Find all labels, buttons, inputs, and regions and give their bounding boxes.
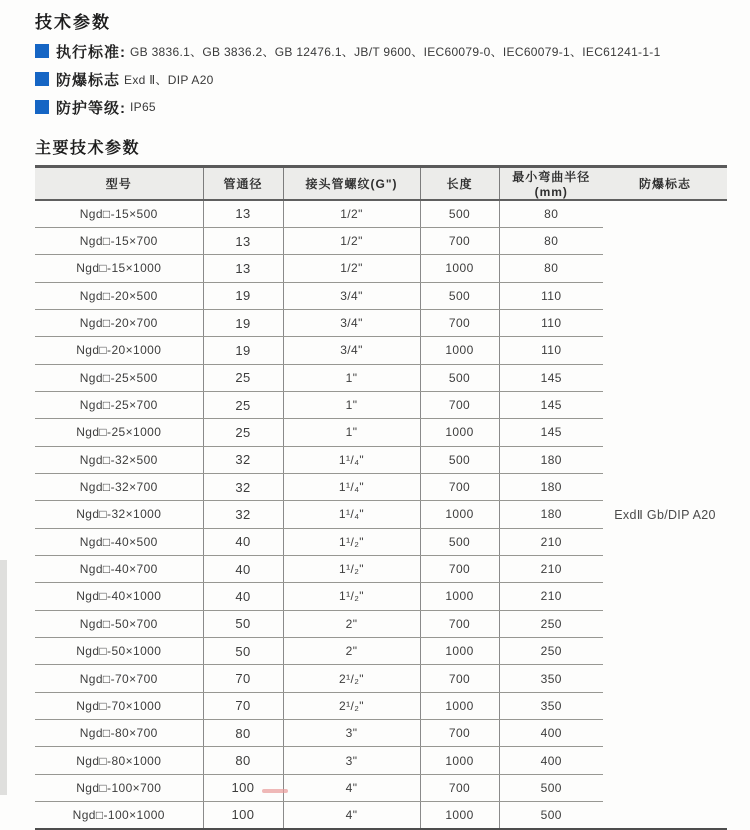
length-cell: 700 [420, 473, 499, 500]
radius-cell: 145 [499, 419, 603, 446]
model-cell: Ngd□-40×500 [35, 528, 203, 555]
model-cell: Ngd□-40×1000 [35, 583, 203, 610]
table-body [35, 200, 727, 829]
diameter-cell: 13 [203, 255, 283, 282]
spec-line-protection-grade [35, 99, 727, 115]
length-cell: 700 [420, 610, 499, 637]
length-cell: 500 [420, 446, 499, 473]
table-header [35, 167, 727, 201]
radius-cell: 400 [499, 747, 603, 774]
thread-cell: 1" [283, 364, 420, 391]
blue-square-bullet-icon [35, 72, 49, 86]
diameter-cell: 70 [203, 665, 283, 692]
length-cell: 700 [420, 227, 499, 254]
model-cell: Ngd□-80×700 [35, 720, 203, 747]
thread-cell: 1¹/₂" [283, 555, 420, 582]
radius-cell: 400 [499, 720, 603, 747]
spec-value: GB 3836.1、GB 3836.2、GB 12476.1、JB/T 9600、IEC60079-0、IEC60079-1、IEC61241-1-1 [130, 44, 661, 59]
scan-smudge-artifact [262, 789, 288, 793]
thread-cell: 2¹/₂" [283, 692, 420, 719]
spec-line-explosion-mark [35, 71, 727, 87]
explosion-mark-cell: ExdⅡ Gb/DIP A20 [614, 507, 716, 522]
thread-cell: 1¹/₄" [283, 446, 420, 473]
length-cell: 500 [420, 364, 499, 391]
spec-line-standards [35, 43, 727, 59]
model-cell: Ngd□-25×700 [35, 391, 203, 418]
length-cell: 700 [420, 720, 499, 747]
thread-cell: 1¹/₄" [283, 501, 420, 528]
header-model: 型号 [35, 167, 203, 201]
parameters-table [35, 165, 727, 830]
length-cell: 500 [420, 200, 499, 227]
radius-cell: 500 [499, 802, 603, 829]
model-cell: Ngd□-100×700 [35, 774, 203, 801]
table-header-row [35, 167, 727, 201]
scan-edge-artifact [0, 560, 7, 795]
model-cell: Ngd□-20×700 [35, 309, 203, 336]
model-cell: Ngd□-70×700 [35, 665, 203, 692]
thread-cell: 3/4" [283, 337, 420, 364]
model-cell: Ngd□-70×1000 [35, 692, 203, 719]
blue-square-bullet-icon [35, 44, 49, 58]
model-cell: Ngd□-32×500 [35, 446, 203, 473]
diameter-cell: 25 [203, 391, 283, 418]
thread-cell: 3" [283, 720, 420, 747]
thread-cell: 2¹/₂" [283, 665, 420, 692]
thread-cell: 1/2" [283, 255, 420, 282]
page-title: 技术参数 [35, 13, 111, 32]
length-cell: 700 [420, 555, 499, 582]
model-cell: Ngd□-25×500 [35, 364, 203, 391]
radius-cell: 80 [499, 200, 603, 227]
header-thread: 接头管螺纹(G") [283, 167, 420, 201]
diameter-cell: 13 [203, 227, 283, 254]
thread-cell: 3" [283, 747, 420, 774]
radius-cell: 145 [499, 364, 603, 391]
diameter-cell: 19 [203, 337, 283, 364]
radius-cell: 180 [499, 446, 603, 473]
model-cell: Ngd□-80×1000 [35, 747, 203, 774]
length-cell: 1000 [420, 692, 499, 719]
radius-cell: 110 [499, 309, 603, 336]
model-cell: Ngd□-32×1000 [35, 501, 203, 528]
spec-label: 防护等级: [56, 99, 126, 117]
diameter-cell: 25 [203, 364, 283, 391]
model-cell: Ngd□-25×1000 [35, 419, 203, 446]
header-radius: 最小弯曲半径(mm) [499, 167, 603, 201]
length-cell: 700 [420, 309, 499, 336]
diameter-cell: 40 [203, 583, 283, 610]
length-cell: 1000 [420, 419, 499, 446]
thread-cell: 4" [283, 774, 420, 801]
diameter-cell: 50 [203, 638, 283, 665]
diameter-cell: 80 [203, 747, 283, 774]
diameter-cell: 70 [203, 692, 283, 719]
length-cell: 1000 [420, 638, 499, 665]
header-diameter: 管通径 [203, 167, 283, 201]
diameter-cell: 32 [203, 446, 283, 473]
diameter-cell: 19 [203, 309, 283, 336]
model-cell: Ngd□-100×1000 [72, 807, 165, 822]
spec-label: 防爆标志 [56, 71, 121, 89]
diameter-cell: 80 [203, 720, 283, 747]
length-cell: 500 [420, 282, 499, 309]
thread-cell: 3/4" [283, 309, 420, 336]
radius-cell: 110 [499, 282, 603, 309]
thread-cell: 1/2" [283, 200, 420, 227]
radius-cell: 80 [499, 255, 603, 282]
radius-cell: 350 [499, 692, 603, 719]
thread-cell: 3/4" [283, 282, 420, 309]
thread-cell: 1" [283, 419, 420, 446]
model-cell: Ngd□-15×700 [35, 227, 203, 254]
length-cell: 1000 [420, 747, 499, 774]
diameter-cell: 100 [203, 802, 283, 829]
radius-cell: 210 [499, 555, 603, 582]
thread-cell: 1¹/₂" [283, 583, 420, 610]
header-explosion-mark: 防爆标志 [603, 167, 727, 201]
length-cell: 1000 [420, 583, 499, 610]
model-cell: Ngd□-15×500 [35, 200, 203, 227]
length-cell: 1000 [420, 501, 499, 528]
header-length: 长度 [420, 167, 499, 201]
model-cell: Ngd□-15×1000 [35, 255, 203, 282]
radius-cell: 180 [499, 501, 603, 528]
blue-square-bullet-icon [35, 100, 49, 114]
model-cell: Ngd□-20×1000 [35, 337, 203, 364]
model-cell: Ngd□-40×700 [35, 555, 203, 582]
diameter-cell: 25 [203, 419, 283, 446]
thread-cell: 1" [283, 391, 420, 418]
radius-cell: 250 [499, 638, 603, 665]
radius-cell: 250 [499, 610, 603, 637]
thread-cell: 1¹/₂" [283, 528, 420, 555]
model-cell: Ngd□-50×700 [35, 610, 203, 637]
length-cell: 700 [420, 774, 499, 801]
model-cell: Ngd□-20×500 [35, 282, 203, 309]
thread-cell: 1/2" [283, 227, 420, 254]
diameter-cell: 32 [203, 473, 283, 500]
length-cell: 700 [420, 665, 499, 692]
radius-cell: 80 [499, 227, 603, 254]
thread-cell: 4" [283, 802, 420, 829]
thread-cell: 2" [283, 638, 420, 665]
diameter-cell: 19 [203, 282, 283, 309]
diameter-cell: 32 [203, 501, 283, 528]
length-cell: 1000 [420, 255, 499, 282]
length-cell: 1000 [420, 337, 499, 364]
length-cell: 500 [420, 528, 499, 555]
length-cell: 1000 [420, 802, 499, 829]
radius-cell: 500 [499, 774, 603, 801]
spec-value: Exd Ⅱ、DIP A20 [124, 72, 214, 87]
table-row [35, 200, 727, 227]
thread-cell: 1¹/₄" [283, 473, 420, 500]
thread-cell: 2" [283, 610, 420, 637]
model-cell: Ngd□-50×1000 [35, 638, 203, 665]
diameter-cell: 13 [203, 200, 283, 227]
length-cell: 700 [420, 391, 499, 418]
spec-value: IP65 [130, 100, 156, 114]
radius-cell: 180 [499, 473, 603, 500]
diameter-cell: 40 [203, 555, 283, 582]
radius-cell: 210 [499, 528, 603, 555]
model-cell: Ngd□-32×700 [35, 473, 203, 500]
section-title: 主要技术参数 [35, 140, 141, 157]
radius-cell: 145 [499, 391, 603, 418]
diameter-cell: 50 [203, 610, 283, 637]
spec-label: 执行标准: [56, 43, 126, 61]
diameter-cell: 40 [203, 528, 283, 555]
radius-cell: 350 [499, 665, 603, 692]
radius-cell: 210 [499, 583, 603, 610]
radius-cell: 110 [499, 337, 603, 364]
diameter-cell: 100 [203, 774, 283, 801]
